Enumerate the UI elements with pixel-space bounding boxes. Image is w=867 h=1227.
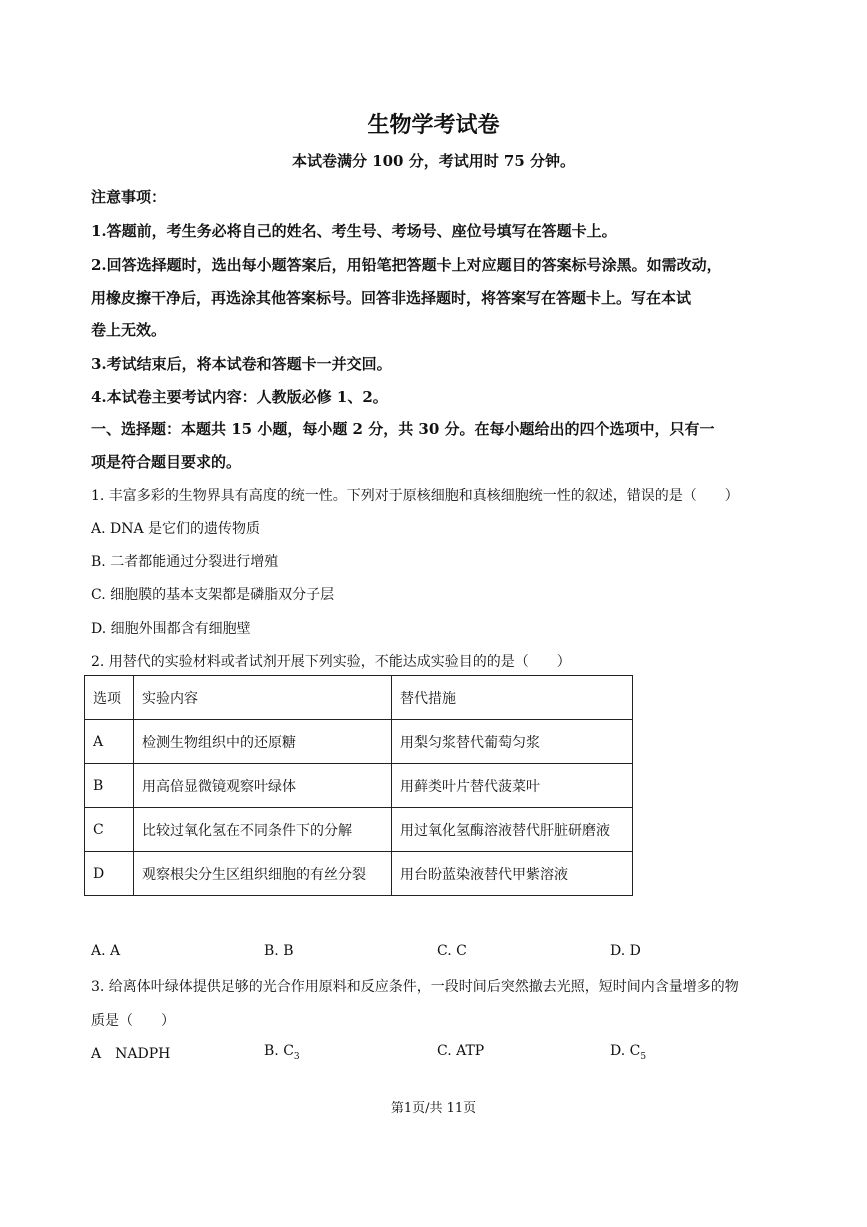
table-cell: 用高倍显微镜观察叶绿体 — [134, 764, 392, 808]
subscript: 5 — [640, 1051, 647, 1062]
table-cell: 比较过氧化氢在不同条件下的分解 — [134, 808, 392, 852]
question-2-choice-d: D. D — [610, 943, 641, 959]
table-cell: 用过氧化氢酶溶液替代肝脏研磨液 — [392, 808, 633, 852]
table-cell: D — [85, 852, 134, 896]
question-2-stem: 2. 用替代的实验材料或者试剂开展下列实验，不能达成实验目的的是（ ） — [91, 654, 571, 670]
table-cell: 观察根尖分生区组织细胞的有丝分裂 — [134, 852, 392, 896]
question-2-table — [84, 675, 633, 896]
question-2-choice-c: C. C — [437, 943, 467, 959]
question-2-choice-b: B. B — [264, 943, 294, 959]
choice-text: B. C — [264, 1043, 294, 1059]
question-3-choice-a: A NADPH — [91, 1046, 171, 1062]
table-cell: C — [85, 808, 134, 852]
choice-text: D. C — [610, 1043, 641, 1059]
question-1-option-a: A. DNA 是它们的遗传物质 — [91, 521, 261, 537]
subscript: 3 — [293, 1051, 300, 1062]
question-1-option-c: C. 细胞膜的基本支架都是磷脂双分子层 — [91, 587, 335, 603]
question-1-stem: 1. 丰富多彩的生物界具有高度的统一性。下列对于原核细胞和真核细胞统一性的叙述，错误的是（ ） — [91, 488, 739, 504]
note-line: 2.回答选择题时，选出每小题答案后，用铅笔把答题卡上对应题目的答案标号涂黑。如需改动， — [91, 256, 722, 274]
table-cell: A — [85, 720, 134, 764]
question-3-choice-c: C. ATP — [437, 1043, 485, 1059]
table-cell: 用台盼蓝染液替代甲紫溶液 — [392, 852, 633, 896]
table-header-cell: 实验内容 — [134, 676, 392, 720]
question-3-choice-b — [264, 1043, 300, 1062]
table-cell: 检测生物组织中的还原糖 — [134, 720, 392, 764]
question-3-choice-d — [610, 1043, 646, 1062]
table-header-cell: 替代措施 — [392, 676, 633, 720]
table-header-row — [85, 676, 633, 720]
exam-subtitle: 本试卷满分 100 分，考试用时 75 分钟。 — [291, 152, 576, 170]
question-3-stem: 3. 给离体叶绿体提供足够的光合作用原料和反应条件，一段时间后突然撤去光照，短时间内含量增多的物 — [91, 979, 739, 995]
question-3-stem-cont: 质是（ ） — [91, 1013, 175, 1029]
section-heading: 一、选择题：本题共 15 小题，每小题 2 分，共 30 分。在每小题给出的四个选项中，只有一 — [91, 420, 715, 438]
table-row — [85, 720, 633, 764]
note-line: 4.本试卷主要考试内容：人教版必修 1、2。 — [91, 388, 388, 406]
note-line: 用橡皮擦干净后，再选涂其他答案标号。回答非选择题时，将答案写在答题卡上。写在本试 — [91, 289, 692, 307]
table-header-cell: 选项 — [85, 676, 134, 720]
note-line: 3.考试结束后，将本试卷和答题卡一并交回。 — [91, 355, 392, 373]
table-row — [85, 808, 633, 852]
section-heading-cont: 项是符合题目要求的。 — [91, 453, 242, 471]
page-footer: 第1页/共 11页 — [390, 1101, 477, 1116]
table-cell: B — [85, 764, 134, 808]
table-row — [85, 852, 633, 896]
page-title: 生物学考试卷 — [367, 112, 500, 138]
note-line: 卷上无效。 — [91, 321, 167, 339]
note-line: 1.答题前，考生务必将自己的姓名、考生号、考场号、座位号填写在答题卡上。 — [91, 222, 617, 240]
question-1-option-b: B. 二者都能通过分裂进行增殖 — [91, 554, 279, 570]
question-2-choice-a: A. A — [91, 943, 121, 959]
table-cell: 用藓类叶片替代菠菜叶 — [392, 764, 633, 808]
question-1-option-d: D. 细胞外围都含有细胞壁 — [91, 621, 251, 637]
table-cell: 用梨匀浆替代葡萄匀浆 — [392, 720, 633, 764]
table-row — [85, 764, 633, 808]
notes-heading: 注意事项： — [91, 188, 167, 206]
